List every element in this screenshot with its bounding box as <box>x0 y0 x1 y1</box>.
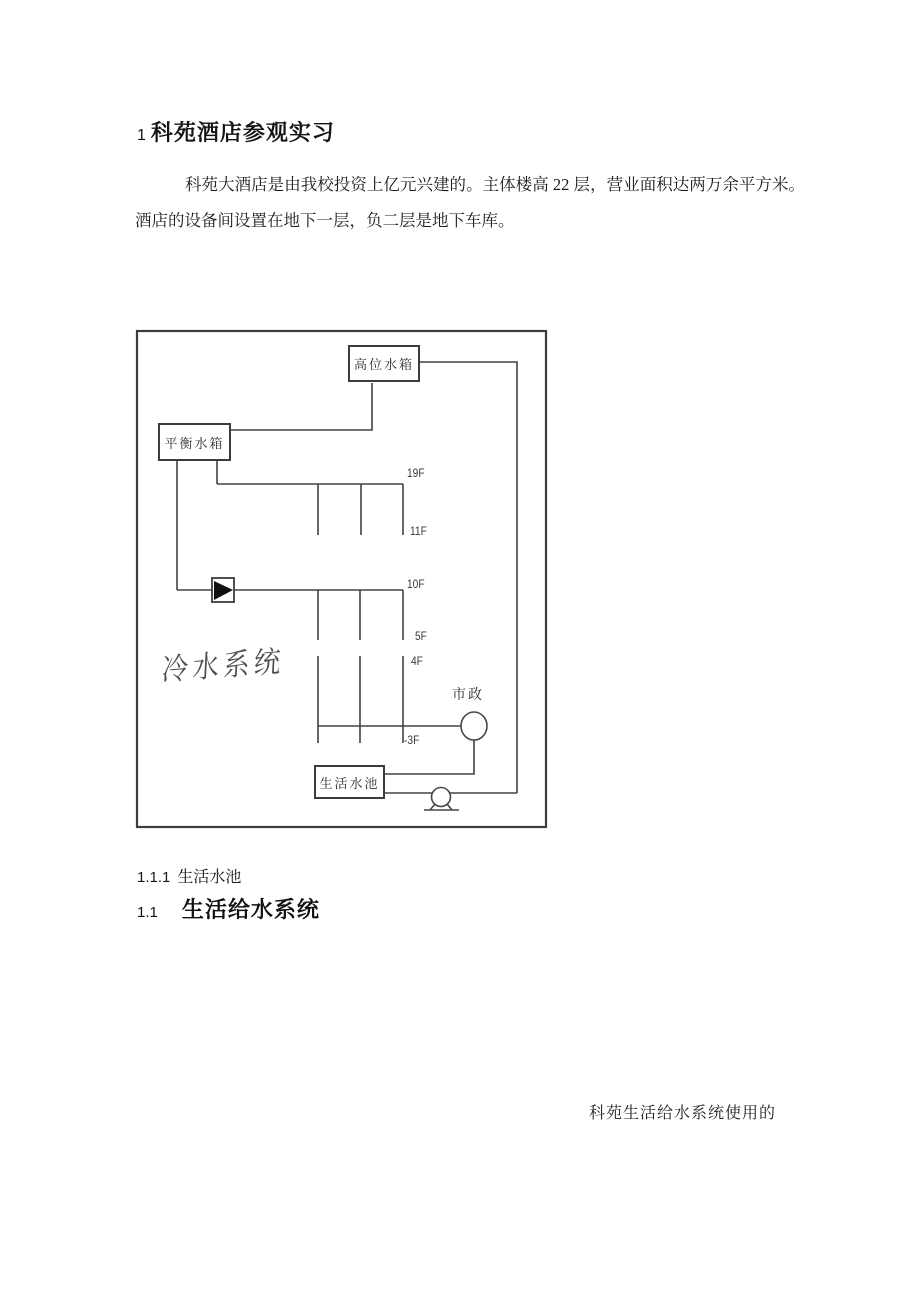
floor-label-19f: 19F <box>407 466 425 480</box>
diagram-title: 冷水系统 <box>160 645 286 688</box>
heading-water-supply-system <box>137 893 320 924</box>
node-living-water-pool <box>314 765 385 799</box>
valve-symbol <box>212 578 234 602</box>
municipal-label: 市政 <box>452 688 484 703</box>
section-number: 1 <box>137 127 146 144</box>
node-high-level-tank-label: 高位水箱 <box>353 357 414 372</box>
node-living-water-pool-label: 生活水池 <box>319 775 380 791</box>
pipe-high-tank-to-balance-tank <box>231 383 372 430</box>
risers-19f-11f <box>318 484 403 535</box>
pump-icon <box>424 788 459 811</box>
floor-label-5f: 5F <box>415 629 427 643</box>
sub-heading-living-pool <box>137 864 241 887</box>
section-title: 科苑酒店参观实习 <box>150 120 335 145</box>
floor-label-10f: 10F <box>407 577 425 591</box>
pipe-municipal-to-pool <box>385 740 474 774</box>
floor-label-4f: 4F <box>411 654 423 668</box>
heading-title: 生活给水系统 <box>181 897 320 922</box>
municipal-connection-icon <box>461 712 487 740</box>
risers-10f-5f <box>318 590 403 640</box>
sub-heading-title: 生活水池 <box>177 869 242 886</box>
node-balance-tank-label: 平衡水箱 <box>164 435 225 451</box>
body-paragraph: 科苑大酒店是由我校投资上亿元兴建的。主体楼高 22 层，营业面积达两万余平方米。酒店的设备间设置在地下一层，负二层是地下车库。 <box>135 175 805 230</box>
node-balance-tank <box>158 423 231 461</box>
footer-note: 科苑生活给水系统使用的 <box>589 1105 777 1122</box>
sub-heading-number: 1.1.1 <box>137 869 171 886</box>
floor-label-11f: 11F <box>410 524 427 538</box>
risers-4f-basement <box>318 656 403 743</box>
floor-label-minus3f: -3F <box>404 733 420 747</box>
node-high-level-tank <box>348 345 420 382</box>
heading-number: 1.1 <box>137 904 158 921</box>
diagram-frame <box>137 331 546 827</box>
